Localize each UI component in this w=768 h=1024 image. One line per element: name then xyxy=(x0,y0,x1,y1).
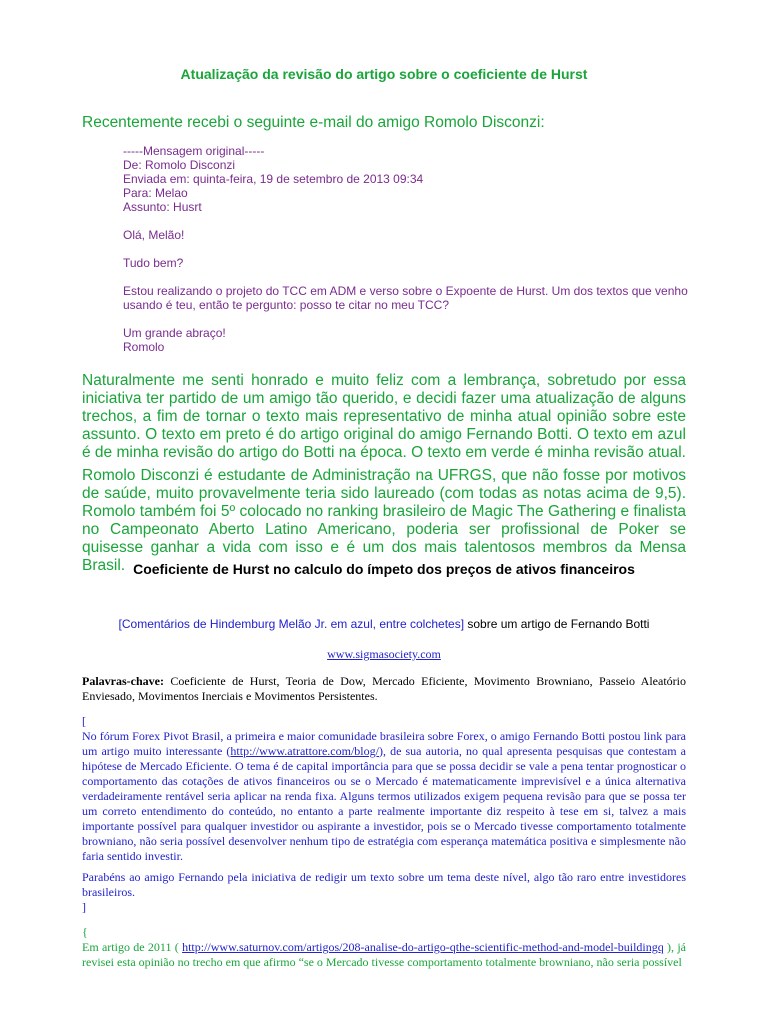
keywords-label: Palavras-chave: xyxy=(82,674,164,688)
open-bracket: [ xyxy=(82,714,86,728)
blue-text-after-link: ), de sua autoria, no qual apresenta pesquisas que contestam a hipótese de Mercado Eficiente. O tema é de capital importância para que se possa decidir se vale a pena tentar prognosticar o comportamento das cotações de ativos financeiros ou se o Mercado é matematicamente imprevisível e a única alternativa verdadeiramente rentável seria aplicar na renda fixa. Alguns termos utilizados exigem pequena revisão para que se possa ter um correto entendimento do conteúdo, no entanto a parte realmente importante diz respeito à tese em si, talvez a mais importante possível para qualquer investidor ou aspirante a investidor, pois se o Mercado tivesse comportamento totalmente browniano, não seria possível desenvolver nenhum tipo de estratégia com esperança matemática positiva e simplesmente não faria sentido investir. xyxy=(82,744,686,863)
email-header-line: -----Mensagem original----- xyxy=(123,144,265,158)
comments-line xyxy=(0,617,768,631)
page-title: Atualização da revisão do artigo sobre o coeficiente de Hurst xyxy=(180,66,588,82)
email-from: De: Romolo Disconzi xyxy=(123,158,236,172)
close-bracket: ] xyxy=(82,900,86,914)
article-title: Coeficiente de Hurst no calculo do ímpeto dos preços de ativos financeiros xyxy=(133,561,635,577)
keywords-paragraph xyxy=(82,674,686,704)
quoted-email xyxy=(123,144,693,354)
email-signature: Romolo xyxy=(123,340,165,354)
email-subject: Assunto: Husrt xyxy=(123,200,202,214)
comments-suffix: sobre um artigo de Fernando Botti xyxy=(464,617,650,631)
blue-congrats-block xyxy=(82,870,686,915)
email-greeting: Olá, Melão! xyxy=(123,228,185,242)
site-link[interactable]: www.sigmasociety.com xyxy=(327,647,441,661)
congrats-text: Parabéns ao amigo Fernando pela iniciativa de redigir um texto sobre um tema deste nível, algo tão raro entre investidores brasileiros. xyxy=(82,870,686,899)
atrattore-link[interactable]: http://www.atrattore.com/blog/ xyxy=(230,744,379,758)
green-revision-block xyxy=(82,925,686,970)
blue-comment-block xyxy=(82,714,686,864)
site-line xyxy=(0,647,768,662)
green-text-before-link: Em artigo de 2011 ( xyxy=(82,940,183,954)
email-to: Para: Melao xyxy=(123,186,188,200)
open-brace: { xyxy=(82,925,88,939)
paragraph-1: Naturalmente me senti honrado e muito feliz com a lembrança, sobretudo por essa iniciativa ter partido de um amigo tão querido, e decidi fazer uma atualização de alguns trechos, a fim de tornar o texto mais representativo de minha atual opinião sobre este assunto. O texto em preto é do artigo original do amigo Fernando Botti. O texto em azul é de minha revisão do artigo do Botti na época. O texto em verde é minha revisão atual. xyxy=(82,372,686,461)
saturnov-link[interactable]: http://www.saturnov.com/artigos/208-analise-do-artigo-qthe-scientific-method-and-model-buildingq xyxy=(182,940,664,954)
green-text-after-link: ), já revisei esta opinião no trecho em que afirmo “se o Mercado tivesse comportamento totalmente browniano, não seria possível xyxy=(82,940,687,969)
comments-note: [Comentários de Hindemburg Melão Jr. em azul, entre colchetes] xyxy=(118,617,465,631)
email-sent: Enviada em: quinta-feira, 19 de setembro de 2013 09:34 xyxy=(123,172,424,186)
email-how-are-you: Tudo bem? xyxy=(123,256,184,270)
intro-text: Recentemente recebi o seguinte e-mail do amigo Romolo Disconzi: xyxy=(82,114,545,131)
email-closing: Um grande abraço! xyxy=(123,326,226,340)
paragraph-2: Romolo Disconzi é estudante de Administração na UFRGS, que não fosse por motivos de saúde, muito provavelmente teria sido laureado (com todas as notas acima de 9,5). Romolo também foi 5º colocado no ranking brasileiro de Magic The Gathering e finalista no Campeonato Aberto Latino Americano, poderia ser profissional de Poker se quisesse ganhar a vida com isso e é um dos mais talentosos membros da Mensa Brasil. xyxy=(82,467,686,574)
keywords-text: Coeficiente de Hurst, Teoria de Dow, Mercado Eficiente, Movimento Browniano, Passeio Aleatório Enviesado, Movimentos Inerciais e Movimentos Persistentes. xyxy=(82,674,686,703)
email-body: Estou realizando o projeto do TCC em ADM e verso sobre o Expoente de Hurst. Um dos textos que venho usando é teu, então te pergunto: posso te citar no meu TCC? xyxy=(123,284,688,312)
blue-text-before-link: No fórum Forex Pivot Brasil, a primeira e maior comunidade brasileira sobre Forex, o amigo Fernando Botti postou link para um artigo muito interessante ( xyxy=(82,729,686,758)
